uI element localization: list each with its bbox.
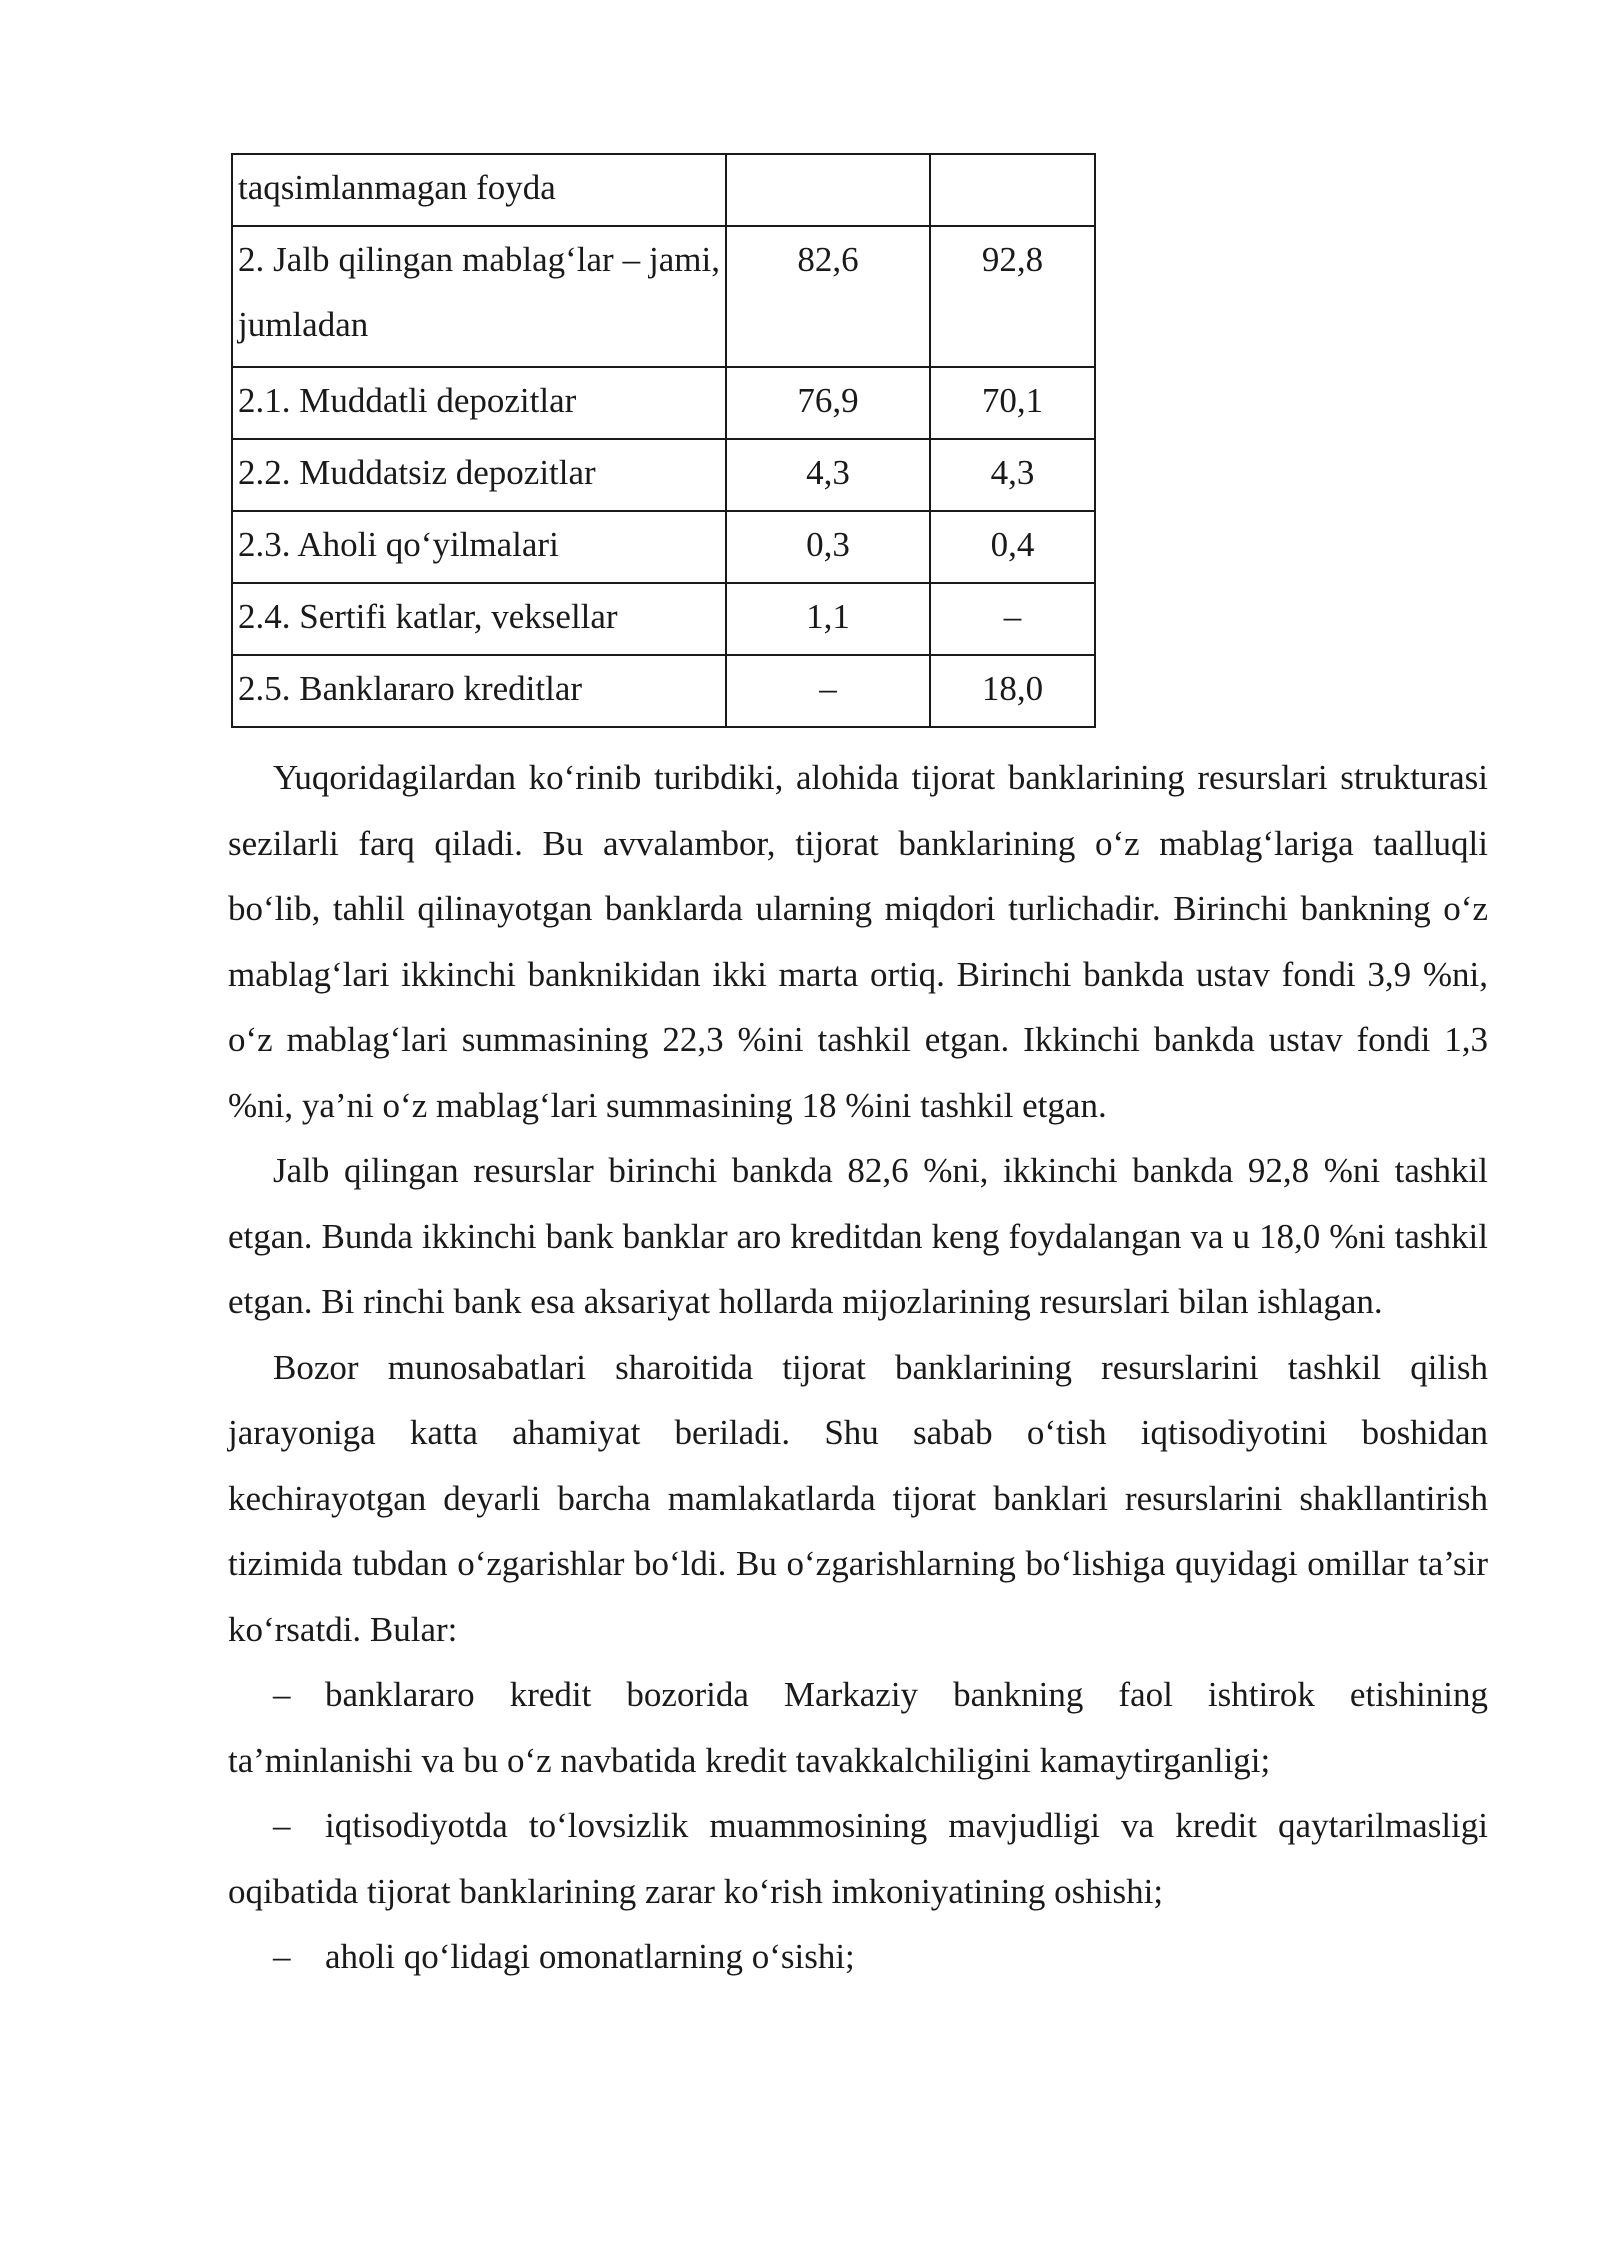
- table-cell-value-2: 4,3: [930, 439, 1095, 511]
- resources-table: [231, 153, 1096, 728]
- list-item: [228, 1793, 1488, 1924]
- table-cell-value-2: [930, 154, 1095, 226]
- body-text: [228, 745, 1488, 1990]
- list-item-text: iqtisodiyotda to‘lovsizlik muammosining mavjudligi va kredit qaytarilmasligi oqibatida tijorat banklarining zarar ko‘rish imkoniyatining oshishi;: [228, 1806, 1488, 1911]
- table-cell-value-1: 82,6: [726, 226, 930, 367]
- dash-bullet: –: [273, 1937, 291, 1976]
- paragraph: Bozor munosabatlari sharoitida tijorat banklarining resurslarini tashkil qilish jarayoniga katta ahamiyat beriladi. Shu sabab o‘tish iqtisodiyotini boshidan kechirayotgan deyarli barcha mamlakatlarda tijorat banklari resurslarini shakllantirish tizimida tubdan o‘zgarishlar bo‘ldi. Bu o‘zgarishlarning bo‘lishiga quyidagi omillar ta’sir ko‘rsatdi. Bular:: [228, 1347, 1488, 1649]
- paragraph: Yuqoridagilardan ko‘rinib turibdiki, alohida tijorat banklarining resurslari strukturasi sezilarli farq qiladi. Bu avvalambor, tijorat banklarining o‘z mablag‘lariga taalluqli bo‘lib, tahlil qilinayotgan banklarda ularning miqdori turlichadir. Birinchi bankning o‘z mablag‘lari ikkinchi banknikidan ikki marta ortiq. Birinchi bankda ustav fondi 3,9 %ni, o‘z mablag‘lari summasining 22,3 %ini tashkil etgan. Ikkinchi bankda ustav fondi 1,3 %ni, ya’ni o‘z mablag‘lari summasining 18 %ini tashkil etgan.: [228, 758, 1488, 1125]
- table-cell-value-1: 76,9: [726, 367, 930, 439]
- table-cell-label: 2.2. Muddatsiz depozitlar: [232, 439, 726, 511]
- table-row: [232, 511, 1095, 583]
- table-cell-value-2: –: [930, 583, 1095, 655]
- table-cell-value-1: [726, 154, 930, 226]
- paragraph: Jalb qilingan resurslar birinchi bankda 82,6 %ni, ikkinchi bankda 92,8 %ni tashkil etgan. Bunda ikkinchi bank banklar aro kreditdan keng foydalangan va u 18,0 %ni tashkil etgan. Bi rinchi bank esa aksariyat hollarda mijozlarining resurslari bilan ishlagan.: [228, 1151, 1488, 1321]
- table-cell-value-1: –: [726, 655, 930, 727]
- list-item-text: banklararo kredit bozorida Markaziy bankning faol ishtirok etishining ta’minlanishi va bu o‘z navbatida kredit tavakkalchiligini kamaytirganligi;: [228, 1675, 1488, 1780]
- table-row: [232, 655, 1095, 727]
- dash-bullet: –: [273, 1806, 291, 1845]
- table-row: [232, 583, 1095, 655]
- table-cell-value-2: 92,8: [930, 226, 1095, 367]
- table-row: [232, 367, 1095, 439]
- table-cell-value-1: 1,1: [726, 583, 930, 655]
- list-item-text: aholi qo‘lidagi omonatlarning o‘sishi;: [325, 1937, 855, 1976]
- table-cell-label: 2.3. Aholi qo‘yilmalari: [232, 511, 726, 583]
- list-item: [228, 1662, 1488, 1793]
- table-cell-label: 2. Jalb qilingan mablag‘lar – jami, jumladan: [232, 226, 726, 367]
- table-cell-label: 2.4. Sertifi katlar, veksellar: [232, 583, 726, 655]
- table-cell-value-2: 70,1: [930, 367, 1095, 439]
- list-item: [228, 1924, 1488, 1990]
- table-cell-label: 2.5. Banklararo kreditlar: [232, 655, 726, 727]
- table-row: [232, 154, 1095, 226]
- table-cell-label: taqsimlanmagan foyda: [232, 154, 726, 226]
- table-cell-label: 2.1. Muddatli depozitlar: [232, 367, 726, 439]
- dash-bullet: –: [273, 1675, 291, 1714]
- table-cell-value-2: 18,0: [930, 655, 1095, 727]
- table-cell-value-1: 0,3: [726, 511, 930, 583]
- table-row: [232, 439, 1095, 511]
- table-cell-value-1: 4,3: [726, 439, 930, 511]
- table-row: [232, 226, 1095, 367]
- table-cell-value-2: 0,4: [930, 511, 1095, 583]
